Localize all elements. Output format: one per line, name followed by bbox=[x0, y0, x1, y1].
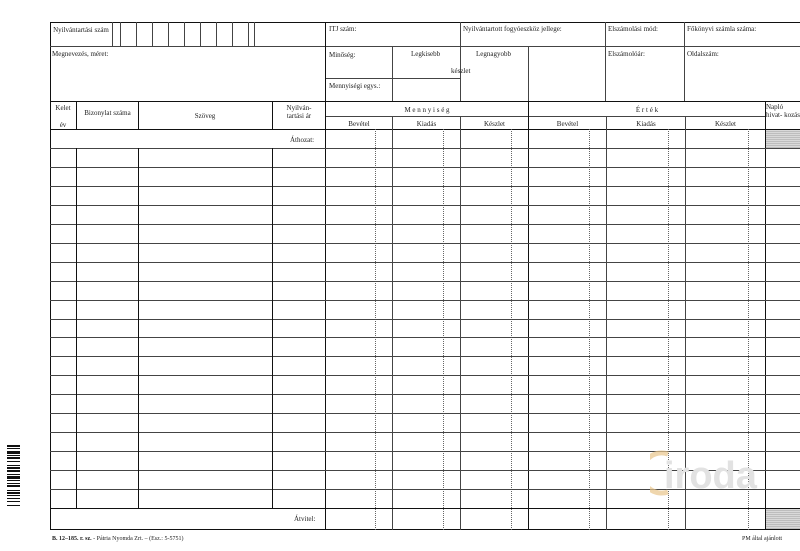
shaded-cell-top bbox=[766, 130, 800, 148]
shaded-cell-bottom bbox=[766, 509, 800, 529]
description-label: Megnevezés, méret: bbox=[52, 50, 109, 58]
barcode-bar bbox=[7, 448, 20, 449]
barcode-bar bbox=[7, 451, 20, 454]
table-row[interactable] bbox=[50, 167, 800, 168]
header-vline bbox=[325, 22, 326, 101]
table-row[interactable] bbox=[50, 319, 800, 320]
qty-income-label: Bevétel bbox=[348, 120, 370, 128]
carry-over-line bbox=[50, 508, 800, 509]
val-expense-label: Kiadás bbox=[636, 120, 656, 128]
stock-label: készlet bbox=[451, 67, 471, 75]
barcode-bar bbox=[7, 445, 20, 447]
form-code: B. 12–185. r. sz. bbox=[52, 536, 92, 542]
col-text-label: Szöveg bbox=[194, 112, 216, 120]
barcode-bar bbox=[7, 485, 20, 487]
digit-box-divider bbox=[248, 22, 249, 46]
barcode-bar bbox=[7, 467, 20, 469]
registration-number-label: Nyilvántartási szám bbox=[53, 26, 109, 34]
unit-label: Mennyiségi egys.: bbox=[329, 82, 381, 90]
qty-stock-label: Készlet bbox=[484, 120, 505, 128]
table-row[interactable] bbox=[50, 413, 800, 414]
col-line bbox=[528, 101, 529, 530]
barcode-bar bbox=[7, 474, 20, 475]
col-date-label: Kelet bbox=[55, 104, 71, 112]
barcode-bar bbox=[7, 461, 20, 462]
table-row[interactable] bbox=[50, 337, 800, 338]
unit-price-label: Elszámolóár: bbox=[608, 50, 645, 58]
barcode-bar bbox=[7, 476, 20, 479]
asset-type-label: Nyilvántartott fogyóeszköz jellege: bbox=[463, 25, 562, 33]
barcode-icon bbox=[7, 445, 20, 531]
digit-box-divider bbox=[152, 22, 153, 46]
form-footer bbox=[52, 535, 183, 543]
carry-over-label: Átvitel: bbox=[294, 515, 316, 523]
max-stock-label: Legnagyobb bbox=[476, 50, 511, 58]
val-stock-label: Készlet bbox=[715, 120, 736, 128]
digit-box-divider bbox=[168, 22, 169, 46]
page-number-label: Oldalszám: bbox=[687, 50, 719, 58]
watermark-logo-icon bbox=[650, 448, 800, 496]
table-row[interactable] bbox=[50, 262, 800, 263]
col-line bbox=[272, 101, 273, 129]
col-year-label: év bbox=[59, 121, 67, 129]
header-line-3 bbox=[326, 78, 460, 79]
table-row[interactable] bbox=[50, 186, 800, 187]
min-stock-label: Legkisebb bbox=[411, 50, 441, 58]
col-line bbox=[138, 148, 139, 508]
accounting-method-label: Elszámolási mód: bbox=[608, 25, 658, 33]
table-row[interactable] bbox=[50, 243, 800, 244]
header-bottom-line bbox=[50, 101, 800, 102]
digit-box-divider bbox=[136, 22, 137, 46]
header-line-2 bbox=[50, 46, 800, 47]
header-vline bbox=[112, 22, 113, 46]
table-row[interactable] bbox=[50, 356, 800, 357]
barcode-bar bbox=[7, 501, 20, 502]
column-header-bottom bbox=[50, 129, 800, 130]
ledger-account-label: Főkönyvi számla száma: bbox=[687, 25, 757, 33]
digit-box-divider bbox=[216, 22, 217, 46]
barcode-bar bbox=[7, 470, 20, 472]
table-row[interactable] bbox=[50, 281, 800, 282]
col-journal-label: Napló hivat- kozás bbox=[766, 103, 800, 119]
barcode-bar bbox=[7, 480, 20, 481]
carry-forward-line bbox=[50, 148, 800, 149]
digit-box-divider bbox=[200, 22, 201, 46]
header-vline bbox=[392, 46, 393, 101]
header-vline bbox=[684, 22, 685, 101]
col-line bbox=[272, 148, 273, 508]
barcode-bar bbox=[7, 505, 20, 506]
quality-label: Minőség: bbox=[329, 51, 356, 59]
table-row[interactable] bbox=[50, 432, 800, 433]
recommended-note: PM által ajánlott bbox=[742, 536, 782, 542]
barcode-bar bbox=[7, 483, 20, 484]
barcode-bar bbox=[7, 465, 20, 466]
itj-label: ITJ szám: bbox=[329, 25, 357, 33]
digit-box-divider bbox=[120, 22, 121, 46]
table-row[interactable] bbox=[50, 224, 800, 225]
col-line bbox=[325, 101, 326, 530]
value-group-label: É r t é k bbox=[635, 106, 659, 114]
barcode-bar bbox=[7, 490, 20, 491]
header-vline bbox=[605, 22, 606, 101]
iroda-watermark bbox=[650, 448, 800, 496]
barcode-bar bbox=[7, 498, 20, 499]
header-vline bbox=[528, 46, 529, 101]
quantity-group-label: M e n n y i s é g bbox=[404, 106, 450, 114]
barcode-bar bbox=[7, 492, 20, 494]
barcode-bar bbox=[7, 495, 20, 496]
col-voucher-label: Bizonylat száma bbox=[84, 109, 131, 117]
table-row[interactable] bbox=[50, 300, 800, 301]
watermark-text: iroda bbox=[664, 455, 757, 496]
table-row[interactable] bbox=[50, 375, 800, 376]
col-line bbox=[606, 116, 607, 530]
carry-forward-label: Áthozat: bbox=[290, 136, 315, 144]
val-income-label: Bevétel bbox=[556, 120, 579, 128]
col-line bbox=[460, 116, 461, 530]
col-line bbox=[392, 116, 393, 530]
digit-box-divider bbox=[232, 22, 233, 46]
header-vline bbox=[254, 22, 255, 46]
col-line bbox=[138, 101, 139, 129]
col-price-label: Nyilván- tartási ár bbox=[286, 104, 312, 120]
header-vline bbox=[460, 22, 461, 101]
qty-expense-label: Kiadás bbox=[416, 120, 437, 128]
barcode-bar bbox=[7, 457, 20, 459]
barcode-bar bbox=[7, 455, 20, 456]
digit-box-divider bbox=[184, 22, 185, 46]
publisher: - Pátria Nyomda Zrt. – (Esz.: 5-5751) bbox=[93, 536, 184, 542]
col-line bbox=[76, 148, 77, 508]
col-line bbox=[76, 101, 77, 129]
table-row[interactable] bbox=[50, 394, 800, 395]
table-row[interactable] bbox=[50, 205, 800, 206]
